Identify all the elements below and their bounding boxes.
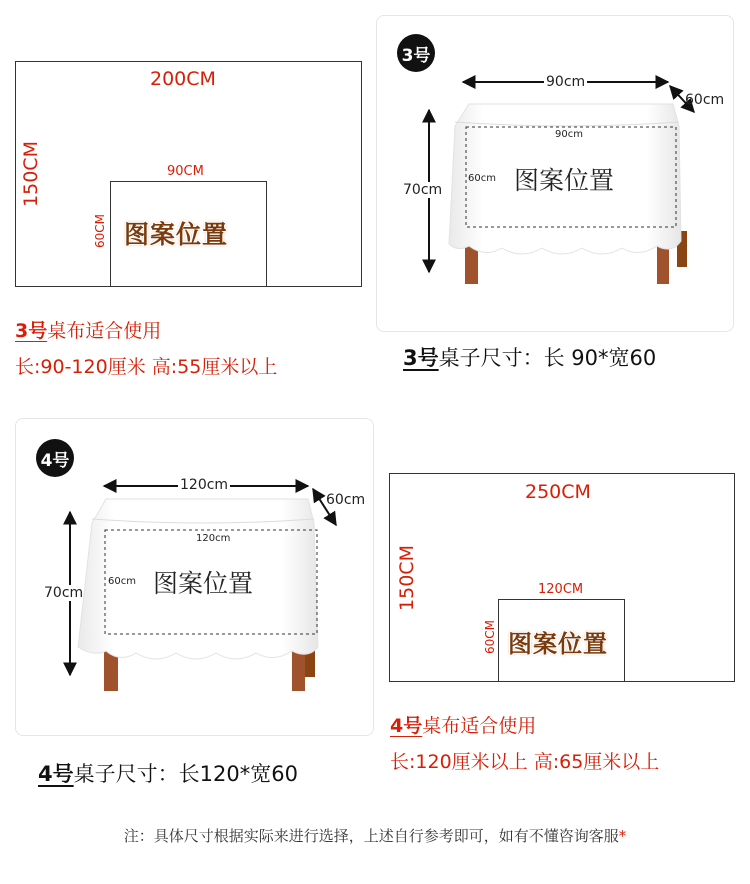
- table4-height-label: 70cm: [44, 585, 84, 601]
- cloth3-pattern-width: 90CM: [167, 164, 204, 179]
- cloth3-caption-prefix: 3号: [15, 320, 48, 342]
- cloth3-pattern-height: 60CM: [93, 214, 107, 249]
- table4-size-caption: [38, 758, 298, 788]
- table4-size-text: 桌子尺寸：长120*宽60: [73, 762, 298, 786]
- cloth4-pattern-text: 图案位置: [508, 630, 608, 658]
- table4-size-prefix: 4号: [38, 762, 74, 786]
- table4-badge: 4号: [36, 439, 74, 477]
- table3-width-label: 90cm: [546, 74, 586, 90]
- cloth3-width-label: 200CM: [150, 68, 216, 90]
- table4-card: [15, 418, 374, 736]
- footer-note-text: 注：具体尺寸根据实际来进行选择，上述自行参考即可，如有不懂咨询客服: [123, 827, 619, 845]
- table4-print-width: 120cm: [196, 533, 231, 544]
- footer-note: [0, 825, 750, 846]
- cloth3-pattern-text: 图案位置: [124, 220, 229, 249]
- table3-print-width: 90cm: [555, 129, 583, 140]
- footer-asterisk: *: [618, 827, 627, 845]
- cloth3-caption: [15, 316, 161, 343]
- table3-card: [376, 15, 734, 332]
- cloth4-caption-rest: 桌布适合使用: [422, 715, 537, 737]
- table3-size-prefix: 3号: [403, 346, 439, 370]
- table3-size-caption: [403, 342, 656, 372]
- cloth3-height-label: 150CM: [20, 141, 42, 207]
- cloth4-width-label: 250CM: [525, 481, 591, 503]
- cloth4-pattern-width: 120CM: [538, 582, 584, 597]
- table3-print-height: 60cm: [468, 173, 496, 184]
- cloth3-caption-rest: 桌布适合使用: [47, 320, 162, 342]
- table4-print-height: 60cm: [108, 576, 136, 587]
- table3-badge: 3号: [397, 34, 435, 72]
- cloth4-caption-prefix: 4号: [390, 715, 423, 737]
- table4-width-label: 120cm: [180, 477, 229, 493]
- table3-pattern-text: 图案位置: [514, 166, 615, 195]
- table4-depth-label: 60cm: [326, 492, 366, 508]
- cloth4-pattern-height: 60CM: [483, 620, 497, 655]
- cloth4-height-label: 150CM: [396, 545, 418, 611]
- table3-depth-label: 60cm: [685, 92, 725, 108]
- table3-height-label: 70cm: [403, 182, 443, 198]
- cloth4-spec: 长:120厘米以上 高:65厘米以上: [390, 751, 660, 773]
- table3-size-text: 桌子尺寸：长 90*宽60: [438, 346, 657, 370]
- cloth4-caption: [390, 711, 536, 738]
- cloth3-spec: 长:90-120厘米 高:55厘米以上: [15, 356, 278, 378]
- table4-pattern-text: 图案位置: [153, 569, 254, 598]
